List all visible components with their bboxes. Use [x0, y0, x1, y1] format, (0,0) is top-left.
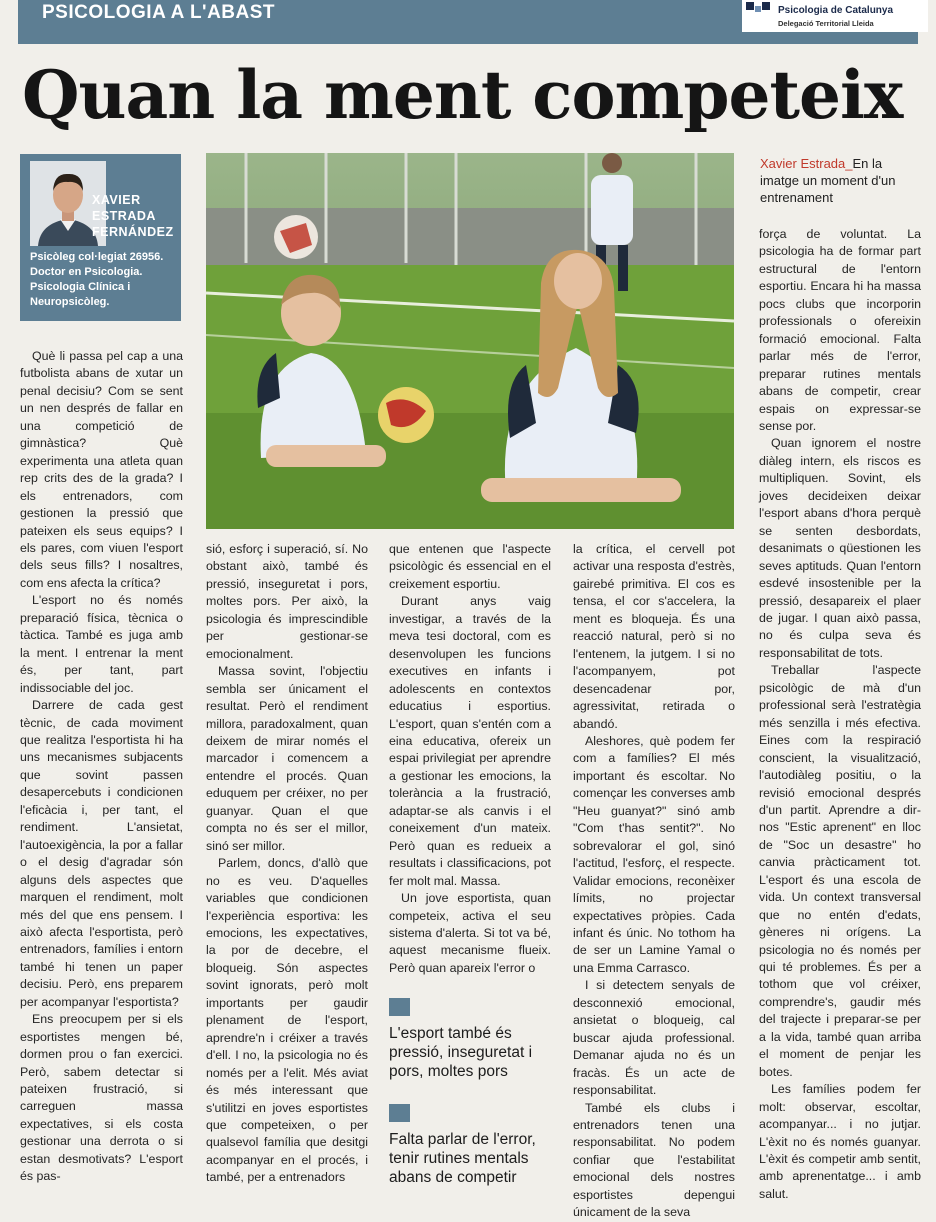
paragraph: L'esport no és només preparació física, tècnica o tàctica. També es juga amb la ment. I entrenar la ment és, per tant, part indissociable del joc.: [20, 593, 183, 695]
section-bar: [18, 0, 918, 44]
training-photo: [206, 153, 734, 529]
article-column-5: [759, 226, 921, 1201]
author-box: [20, 154, 181, 321]
paragraph: la crítica, el cervell pot activar una resposta d'estrès, gairebé primitiva. El cos es tensa, el cor s'accelera, la ment es bloqueja. És una reacció natural, però si no l'entenem, la jutgem. I si no l'acompanyem, pot desencadenar por, agressivitat, retirada o abandó.: [573, 542, 735, 731]
caption-text: En la imatge un moment d'un entrenament: [760, 156, 896, 205]
photo-caption: [760, 155, 920, 206]
pull-quote-text: L'esport també és pressió, inseguretat i pors, moltes pors: [389, 1025, 533, 1080]
paragraph: Parlem, doncs, d'allò que no es veu. D'aquelles variables que condicionen l'experiència esportiva: les emocions, les expectatives, la por de decebre, el bloqueig. Són aspectes sovint ignorats, però molt importants per gaudir plenament de l'esport, aprendre'n i créixer a través d'ell. I no, la psicologia no és només per a l'elit. Més aviat és més interessant que s'utilitzi en joves esportistes que competeixen, o per qualsevol família que desitgi acompanyar en el procés, i també, per a entrenadors: [206, 856, 368, 1185]
section-label: PSICOLOGIA A L'ABAST: [42, 2, 276, 23]
article-column-4: [573, 541, 735, 1220]
paragraph: Ens preocupem per si els esportistes mengen bé, dormen prou o fan exercici. Però, sabem detectar si pateixen frustració, si carreguen massa expectatives, si els costa gestionar una derrota o si estan desmotivats? L'esport és pas-: [20, 1012, 183, 1184]
paragraph: Què li passa pel cap a una futbolista abans de xutar un penal decisiu? Com se sent un nen després de fallar en una competició de gimnàstica? Què experimenta una atleta quan rep crits des de la grada? I els entrenadors, com gestionen la pressió que pateixen els seus equips? I els pares, com viuen l'esport dels seus fills? I nosaltres, com ens afecta la crítica?: [20, 349, 183, 590]
author-name: XAVIER ESTRADA FERNÁNDEZ: [92, 193, 174, 239]
paragraph: força de voluntat. La psicologia ha de formar part estructural de l'entorn esportiu. Encara hi ha massa pocs clubs que incorporin professionals o ofereixin formació emocional. Falta parlar més de l'error, preparar rutines mentals abans de competir, crear espais on expressar-se sense por.: [759, 227, 921, 433]
article-column-2: [206, 541, 368, 1196]
square-icon: [389, 998, 410, 1016]
logo-title: Psicologia de Catalunya: [778, 5, 894, 16]
paragraph: També els clubs i entrenadors tenen una responsabilitat. No podem confiar que l'estabilitat emocional dels nostres esportistes depengui únicament de la seva: [573, 1100, 735, 1220]
paragraph: Durant anys vaig investigar, a través de la meva tesi doctoral, com es desenvolupen les funcions executives en infants i adolescents en contextos educatius i esportius. L'esport, quan s'entén com a eina educativa, ofereix un espai privilegiat per aprendre a gestionar les emocions, la tolerància a la frustració, adaptar-se als canvis i el coneixement d'un mateix. Però quan es redueix a resultats i classificacions, pot fer molt mal. Massa.: [389, 594, 551, 888]
paragraph: Massa sovint, l'objectiu sembla ser únicament el resultat. Però el rendiment millora, paradoxalment, quan deixem de mirar només el marcador i comencem a entendre el procés. Quan eduquem per créixer, no per guanyar. Quan el que compta no és ser el millor, sinó ser millor.: [206, 664, 368, 853]
paragraph: sió, esforç i superació, sí. No obstant això, també és pressió, inseguretat i pors, moltes pors. Per això, la psicologia és imprescindible per gestionar-se emocionalment.: [206, 542, 368, 661]
publisher-logo: [742, 0, 928, 32]
paragraph: que entenen que l'aspecte psicològic és essencial en el creixement esportiu.: [389, 542, 551, 591]
paragraph: I si detectem senyals de desconnexió emocional, ansietat o bloqueig, cal buscar ajuda professional. Demanar ajuda no és un fracàs. És un acte de responsabilitat.: [573, 978, 735, 1098]
article-column-1: [20, 348, 183, 1196]
paragraph: Quan ignorem el nostre diàleg intern, els riscos es multipliquen. Sovint, els joves decideixen deixar l'esport abans d'hora perquè se senten desbordats, desanimats o qüestionen les seves aptituds. Quan l'entorn esdevé insostenible per la pressió, desapareix el plaer de jugar. I quan això passa, no és culpa seva és responsabilitat de tots.: [759, 436, 921, 660]
paragraph: Un jove esportista, quan competeix, activa el seu sistema d'alerta. Si tot va bé, aquest mecanisme flueix. Però quan apareix l'error o: [389, 891, 551, 975]
caption-author: Xavier Estrada_: [760, 156, 853, 171]
paragraph: Treballar l'aspecte psicològic de mà d'un professional serà l'estratègia més senzilla i més efectiva. Eines com la respiració conscient, la visualització, l'autodiàleg positiu, o la revisió emocional després d'un partit. Aprendre a dir-nos "Estic aprenent" en lloc de "Soc un desastre" ho canvia pràcticament tot. L'esport és una escola de vida. Un context transversal que no entén d'edats, gèneres ni orígens. La psicologia no és només per qui té problemes. És per a tothom que vol créixer, comprendre's, gaudir més del trajecte i preparar-se per a la vida, també quan arriba el moment de penjar les botes.: [759, 663, 921, 1079]
article-column-3: [389, 541, 551, 991]
paragraph: Darrere de cada gest tècnic, de cada moviment que realitza l'esportista hi ha uns mecanismes subjacents que sovint passen desapercebuts i condicionen l'eficàcia i, per tant, el rendiment. L'ansietat, l'autoexigència, la por a fallar o el desig d'agradar són alguns dels aspectes que marquen el rendiment, molt més del que ens pensem. I això afecta l'esportista, però entrenadors, famílies i entorn també hi tenen un paper decisiu. Però, ens preparem per acompanyar l'esportista?: [20, 698, 183, 1009]
author-credentials: Psicòleg col·legiat 26956. Doctor en Psicologia. Psicologia Clínica i Neuropsicòleg.: [30, 251, 164, 308]
article-title: Quan la ment competeix: [22, 56, 903, 134]
paragraph: Les famílies podem fer molt: observar, escoltar, acompanyar... i no jutjar. L'èxit no és només guanyar. L'èxit és competir amb sentit, amb aprenentatge... i amb salut.: [759, 1082, 921, 1201]
square-icon: [389, 1104, 410, 1122]
logo-subtitle: Delegació Territorial Lleida: [778, 19, 874, 28]
logo-icon: [746, 2, 772, 18]
soccer-training-illustration: [206, 153, 734, 529]
paragraph: Aleshores, què podem fer com a famílies? El més important és escoltar. No començar les converses amb "Heu guanyat?" sinó amb "Com t'has sentit?". No sobrevalorar el gol, sinó l'actitud, l'esforç, el respecte. Validar emocions, reconèixer límits, no projectar expectatives pròpies. Cada infant és únic. No tothom ha de ser un Lamine Yamal o una Emma Carrasco.: [573, 733, 735, 975]
pull-quote-text: Falta parlar de l'error, tenir rutines mentals abans de competir: [389, 1131, 536, 1186]
